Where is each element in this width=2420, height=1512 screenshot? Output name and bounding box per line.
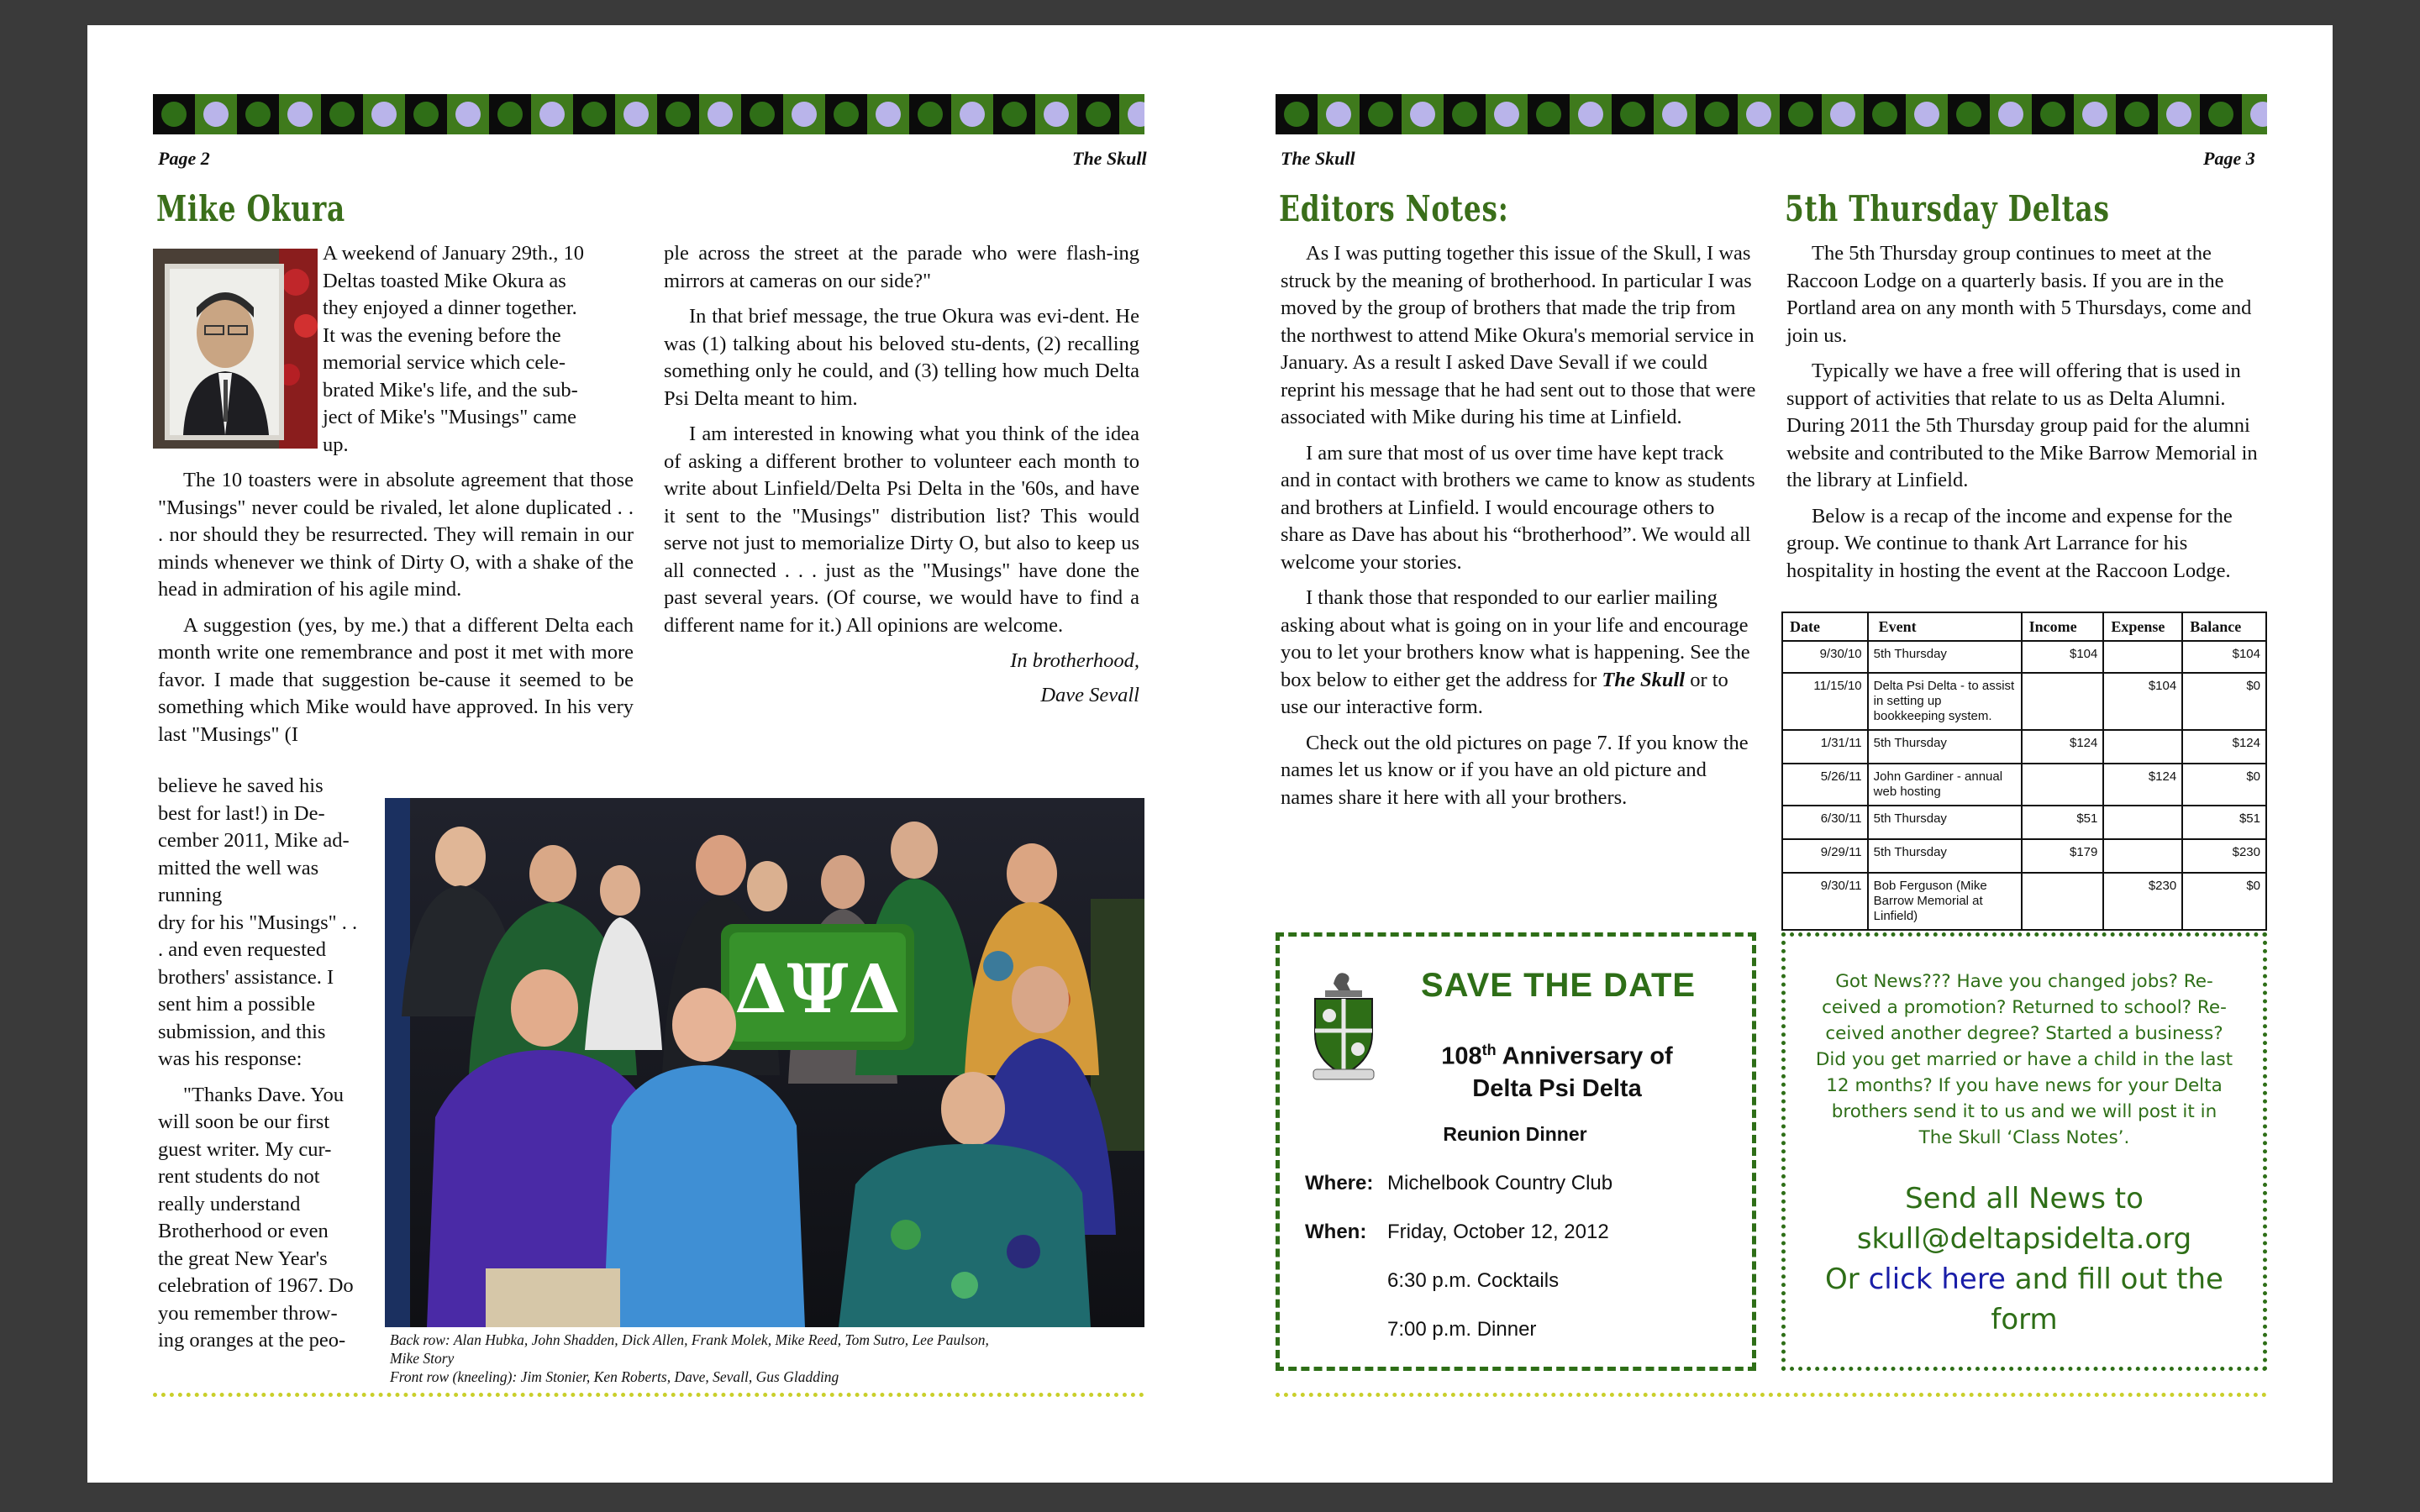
quote-line: really understand [158, 1192, 301, 1215]
send-news-line: Send all News to [1905, 1182, 2144, 1215]
band-dot [2166, 102, 2191, 127]
band-dot [1086, 102, 1111, 127]
anniversary-ordinal: th [1481, 1042, 1497, 1058]
income-cell [2022, 673, 2104, 730]
quote-line: will soon be our first [158, 1110, 330, 1133]
expense-cell: $230 [2103, 873, 2182, 930]
left-footer-dotted-rule [153, 1393, 1144, 1397]
signoff: In brotherhood, [1010, 649, 1139, 672]
band-cell [825, 94, 867, 134]
balance-cell: $0 [2182, 764, 2266, 806]
table-row [1782, 673, 2266, 730]
expense-cell [2103, 730, 2182, 764]
table-header-cell: Date [1782, 612, 1868, 641]
photo-caption [390, 1331, 1146, 1386]
save-the-date-box [1276, 932, 1756, 1371]
quote-line: Brotherhood or even [158, 1220, 329, 1242]
band-dot [666, 102, 691, 127]
band-dot [1830, 102, 1855, 127]
group-photo-image [385, 798, 1144, 1327]
band-cell [1570, 94, 1612, 134]
thursday-paragraph: The 5th Thursday group continues to meet at the Raccoon Lodge on a quarterly basis. If you are in the Portland area on any month with 5 Thursdays, come and join us. [1786, 242, 2252, 347]
band-cell [1486, 94, 1528, 134]
intro-line: It was the evening before the [323, 323, 561, 347]
band-dot [203, 102, 229, 127]
thursday-paragraph: Below is a recap of the income and expense for the group. We continue to thank Art Larrance for his hospitality in hosting the event at the Raccoon Lodge. [1786, 504, 2233, 582]
right-footer-dotted-rule [1276, 1393, 2267, 1397]
narrow-line: believe he saved his [158, 774, 324, 797]
band-dot [2208, 102, 2233, 127]
editors-notes-body [1281, 240, 1756, 820]
band-dot [329, 102, 355, 127]
band-dot [1002, 102, 1027, 127]
editors-p3-text: I thank those that responded to our earlier mailing asking about what is going on in your life and encourage you to let your brothers know what is happening. See the box below to either get the address for [1281, 586, 1750, 691]
band-cell [237, 94, 279, 134]
paragraph-continuation: ple across the street at the parade who were flash-ing mirrors at cameras on our side?" [664, 242, 1139, 292]
quote-line: you remember throw- [158, 1301, 338, 1325]
table-header-cell: Balance [2182, 612, 2266, 641]
income-cell [2022, 764, 2104, 806]
click-here-link[interactable]: click here [1868, 1263, 2006, 1296]
event-cell: John Gardiner - annual web hosting [1868, 764, 2022, 806]
band-cell [909, 94, 951, 134]
quote-line: rent students do not [158, 1165, 320, 1188]
event-cell: Bob Ferguson (Mike Barrow Memorial at Linfield) [1868, 873, 2022, 930]
form-word: form [1991, 1303, 2058, 1336]
band-cell [321, 94, 363, 134]
band-cell [363, 94, 405, 134]
event-cell: Delta Psi Delta - to assist in setting up bookkeeping system. [1868, 673, 2022, 730]
band-cell [1402, 94, 1444, 134]
band-dot [1662, 102, 1687, 127]
band-cell [1360, 94, 1402, 134]
band-dot [918, 102, 943, 127]
income-cell [2022, 873, 2104, 930]
narrow-line: submission, and this [158, 1020, 326, 1043]
band-cell [153, 94, 195, 134]
news-line: Did you get married or have a child in the last [1815, 1049, 2233, 1070]
left-column-two [664, 240, 1139, 709]
band-cell [2116, 94, 2158, 134]
news-line: Got News??? Have you changed jobs? Re- [1835, 971, 2213, 992]
band-cell [195, 94, 237, 134]
when-label: When: [1305, 1221, 1367, 1243]
band-dot [413, 102, 439, 127]
paragraph-toasters: The 10 toasters were in absolute agreement that those "Musings" never could be rivaled, let alone duplicated . . . nor should they be resurrected. They will remain in our minds whenever we think of Dirty O, with a shake of the head in admiration of his agile mind. [158, 469, 634, 601]
intro-wrap-text [323, 240, 630, 459]
band-dot [1704, 102, 1729, 127]
narrow-line: dry for his "Musings" . . [158, 911, 358, 934]
skull-emphasis: The Skull [1602, 668, 1686, 691]
narrow-line: brothers' assistance. I [158, 965, 334, 989]
intro-line: they enjoyed a dinner together. [323, 297, 577, 319]
band-dot [1788, 102, 1813, 127]
band-cell [615, 94, 657, 134]
table-row [1782, 839, 2266, 873]
income-cell: $124 [2022, 730, 2104, 764]
band-cell [1696, 94, 1738, 134]
band-cell [1444, 94, 1486, 134]
thursday-paragraph: Typically we have a free will offering that is used in support of activities that relate to us as Delta Alumni. During 2011 the 5th Thursday group paid for the alumni website and contributed to the Mike Barrow Memorial in the library at Linfield. [1786, 360, 2258, 491]
band-dot [1368, 102, 1393, 127]
band-cell [573, 94, 615, 134]
narrow-column-text [158, 773, 378, 1355]
band-cell [2032, 94, 2074, 134]
right-page-number: Page 3 [2203, 148, 2255, 169]
event-cell: 5th Thursday [1868, 806, 2022, 839]
editors-paragraph: I am sure that most of us over time have kept track and in contact with brothers we came to know as students and brothers at Linfield. I would encourage others to share as Dave has about his “brotherhood”. We would all welcome your stories. [1281, 441, 1755, 574]
band-cell [1035, 94, 1077, 134]
table-row [1782, 730, 2266, 764]
expense-cell [2103, 806, 2182, 839]
event-cell: 5th Thursday [1868, 839, 2022, 873]
narrow-line: was his response: [158, 1047, 302, 1070]
editors-paragraph [1281, 585, 1756, 722]
band-dot [1128, 102, 1144, 127]
expense-cell [2103, 641, 2182, 673]
narrow-line: mitted the well was [158, 856, 319, 879]
news-line: 12 months? If you have news for your Delta [1826, 1075, 2223, 1096]
event-cell: 5th Thursday [1868, 641, 2022, 673]
news-line: ceived another degree? Started a business? [1825, 1023, 2223, 1044]
paragraph-true-okura: In that brief message, the true Okura was evi-dent. He was (1) talking about his beloved stu-dents, (2) recalling something only he could, and (3) telling how much Delta Psi Delta meant to him. [664, 305, 1139, 410]
where-label: Where: [1305, 1172, 1374, 1194]
balance-cell: $230 [2182, 839, 2266, 873]
news-line: ceived a promotion? Returned to school? Re- [1822, 997, 2227, 1018]
dinner-time: 7:00 p.m. Dinner [1387, 1318, 1537, 1341]
narrow-line: cember 2011, Mike ad- [158, 829, 350, 852]
balance-cell: $51 [2182, 806, 2266, 839]
table-header-cell: Income [2022, 612, 2104, 641]
table-row [1782, 806, 2266, 839]
band-dot [2082, 102, 2107, 127]
band-dot [539, 102, 565, 127]
band-dot [1998, 102, 2023, 127]
band-cell [489, 94, 531, 134]
band-cell [993, 94, 1035, 134]
band-dot [1494, 102, 1519, 127]
band-dot [2250, 102, 2267, 127]
mike-okura-portrait [153, 249, 318, 449]
band-cell [1990, 94, 2032, 134]
anniversary-text: Anniversary of [1496, 1042, 1673, 1070]
anniversary-line [1364, 1034, 1750, 1105]
editors-paragraph: As I was putting together this issue of the Skull, I was struck by the meaning of brotherhood. In particular I was moved by the group of brothers that made the trip from the northwest to attend Mike Okura's memorial service in January. As a result I asked Dave Sevall if we could reprint his message that he had sent out to those that were associated with Mike during his time at Linfield. [1281, 242, 1756, 428]
band-dot [371, 102, 397, 127]
quote-line: celebration of 1967. Do [158, 1274, 354, 1297]
band-dot [161, 102, 187, 127]
band-cell [699, 94, 741, 134]
band-dot [1872, 102, 1897, 127]
band-cell [1738, 94, 1780, 134]
quote-line: the great New Year's [158, 1247, 328, 1270]
date-cell: 9/30/11 [1782, 873, 1868, 930]
expense-cell: $104 [2103, 673, 2182, 730]
delta-psi-delta-banner [721, 924, 914, 1050]
income-cell: $51 [2022, 806, 2104, 839]
band-cell [1528, 94, 1570, 134]
band-cell [1276, 94, 1318, 134]
paragraph-suggestion: A suggestion (yes, by me.) that a different Delta each month write one remembrance and post it met with more favor. I made that suggestion be-cause it seemed to be something which Mike would have approved. In his very last "Musings" (I [158, 613, 634, 746]
left-running-title: The Skull [1072, 148, 1147, 169]
news-prompt [1794, 969, 2254, 1151]
fifth-thursday-body [1786, 240, 2267, 593]
band-cell [951, 94, 993, 134]
intro-line: up. [323, 433, 349, 456]
band-cell [1318, 94, 1360, 134]
anniversary-number: 108 [1441, 1042, 1482, 1070]
income-expense-table [1781, 612, 2267, 931]
band-dot [1578, 102, 1603, 127]
table-header-row [1782, 612, 2266, 641]
narrow-line: running [158, 884, 223, 906]
band-dot [1620, 102, 1645, 127]
editors-p3-text-end: or to use our interactive form. [1281, 668, 1728, 718]
paragraph-proposal: I am interested in knowing what you think of the idea of asking a different brother to volunteer each month to write about Linfield/Delta Psi Delta in the '60s, and have it sent to the "Musings" distribution list? This would serve not just to memorialize Dirty O, but also to keep us all connected . . . just as the "Musings" have done the past several years. (Of course, we would have to find a different name for it.) All opinions are welcome. [664, 423, 1139, 637]
band-dot [750, 102, 775, 127]
table-row [1782, 641, 2266, 673]
intro-line: brated Mike's life, and the sub- [323, 378, 578, 402]
organization-name: Delta Psi Delta [1472, 1074, 1642, 1102]
banner-letters: ΔΨΔ [734, 949, 901, 1028]
narrow-line: best for last!) in De- [158, 801, 325, 825]
band-dot [1326, 102, 1351, 127]
fill-form-text: and fill out the [2005, 1263, 2223, 1296]
band-cell [447, 94, 489, 134]
table-header-cell: Event [1868, 612, 2022, 641]
band-dot [581, 102, 607, 127]
band-dot [1044, 102, 1069, 127]
narrow-line: sent him a possible [158, 993, 316, 1016]
date-cell: 9/29/11 [1782, 839, 1868, 873]
date-cell: 5/26/11 [1782, 764, 1868, 806]
table-row [1782, 764, 2266, 806]
editors-paragraph: Check out the old pictures on page 7. If you know the names let us know or if you have an old picture and names share it here with all your brothers. [1281, 731, 1749, 809]
caption-back-row-cont: Mike Story [390, 1350, 455, 1367]
narrow-line: . and even requested [158, 938, 326, 961]
article-title: Mike Okura [156, 188, 346, 229]
band-dot [1284, 102, 1309, 127]
band-cell [1119, 94, 1144, 134]
band-dot [960, 102, 985, 127]
band-dot [876, 102, 901, 127]
balance-cell: $104 [2182, 641, 2266, 673]
caption-back-row: Back row: Alan Hubka, John Shadden, Dick Allen, Frank Molek, Mike Reed, Tom Sutro, Lee Paulson, [390, 1331, 989, 1348]
table-header-cell: Expense [2103, 612, 2182, 641]
band-dot [1914, 102, 1939, 127]
expense-cell [2103, 839, 2182, 873]
band-dot [1452, 102, 1477, 127]
band-cell [2242, 94, 2267, 134]
date-cell: 6/30/11 [1782, 806, 1868, 839]
band-cell [1654, 94, 1696, 134]
band-cell [2074, 94, 2116, 134]
band-dot [1746, 102, 1771, 127]
band-cell [1948, 94, 1990, 134]
band-cell [1906, 94, 1948, 134]
news-submission-box [1781, 932, 2267, 1371]
band-dot [2124, 102, 2149, 127]
where-row [1305, 1172, 1612, 1195]
income-cell: $179 [2022, 839, 2104, 873]
or-text: Or [1825, 1263, 1869, 1296]
intro-line: Deltas toasted Mike Okura as [323, 269, 566, 292]
right-running-title: The Skull [1281, 148, 1355, 169]
balance-cell: $0 [2182, 873, 2266, 930]
band-cell [2158, 94, 2200, 134]
save-the-date-heading: SAVE THE DATE [1421, 967, 1697, 1004]
news-email[interactable]: skull@deltapsidelta.org [1856, 1222, 2192, 1256]
editors-notes-title: Editors Notes: [1279, 188, 1509, 229]
form-link-line [1794, 1259, 2254, 1299]
band-cell [531, 94, 573, 134]
left-page-number: Page 2 [158, 148, 210, 169]
date-cell: 1/31/11 [1782, 730, 1868, 764]
band-dot [623, 102, 649, 127]
band-dot [2040, 102, 2065, 127]
band-cell [783, 94, 825, 134]
band-cell [405, 94, 447, 134]
cocktails-time: 6:30 p.m. Cocktails [1387, 1269, 1560, 1292]
left-column-body [158, 467, 634, 757]
income-cell: $104 [2022, 641, 2104, 673]
band-cell [867, 94, 909, 134]
band-dot [497, 102, 523, 127]
quote-line: guest writer. My cur- [158, 1137, 332, 1161]
band-dot [1536, 102, 1561, 127]
news-line: The Skull ‘Class Notes’. [1918, 1127, 2130, 1148]
band-dot [455, 102, 481, 127]
band-cell [1612, 94, 1654, 134]
band-dot [287, 102, 313, 127]
balance-cell: $0 [2182, 673, 2266, 730]
band-dot [245, 102, 271, 127]
date-cell: 11/15/10 [1782, 673, 1868, 730]
band-dot [1410, 102, 1435, 127]
send-news-block [1794, 1179, 2254, 1340]
fifth-thursday-title: 5th Thursday Deltas [1785, 188, 2110, 229]
where-value: Michelbook Country Club [1387, 1172, 1613, 1194]
expense-cell: $124 [2103, 764, 2182, 806]
quote-line: "Thanks Dave. You [183, 1083, 345, 1106]
quote-line: ing oranges at the peo- [158, 1329, 346, 1352]
intro-line: memorial service which cele- [323, 351, 566, 374]
band-dot [1956, 102, 1981, 127]
right-decorative-band [1276, 94, 2267, 134]
band-cell [1822, 94, 1864, 134]
band-dot [708, 102, 733, 127]
caption-front-row: Front row (kneeling): Jim Stonier, Ken Roberts, Dave, Sevall, Gus Gladding [390, 1368, 839, 1385]
left-decorative-band [153, 94, 1144, 134]
band-cell [2200, 94, 2242, 134]
event-name: Reunion Dinner [1443, 1123, 1587, 1145]
intro-line: ject of Mike's "Musings" came [323, 406, 577, 428]
portrait-image [153, 249, 318, 449]
band-dot [792, 102, 817, 127]
when-value: Friday, October 12, 2012 [1387, 1221, 1609, 1243]
intro-line: A weekend of January 29th., 10 [323, 242, 584, 265]
band-cell [741, 94, 783, 134]
when-row [1305, 1221, 1609, 1244]
group-photo [385, 798, 1144, 1327]
author-name: Dave Sevall [1040, 683, 1139, 706]
band-cell [657, 94, 699, 134]
band-dot [834, 102, 859, 127]
band-cell [1077, 94, 1119, 134]
balance-cell: $124 [2182, 730, 2266, 764]
band-cell [1780, 94, 1822, 134]
band-cell [1864, 94, 1906, 134]
news-line: brothers send it to us and we will post it in [1831, 1101, 2217, 1122]
band-cell [279, 94, 321, 134]
table-row [1782, 873, 2266, 930]
event-cell: 5th Thursday [1868, 730, 2022, 764]
date-cell: 9/30/10 [1782, 641, 1868, 673]
